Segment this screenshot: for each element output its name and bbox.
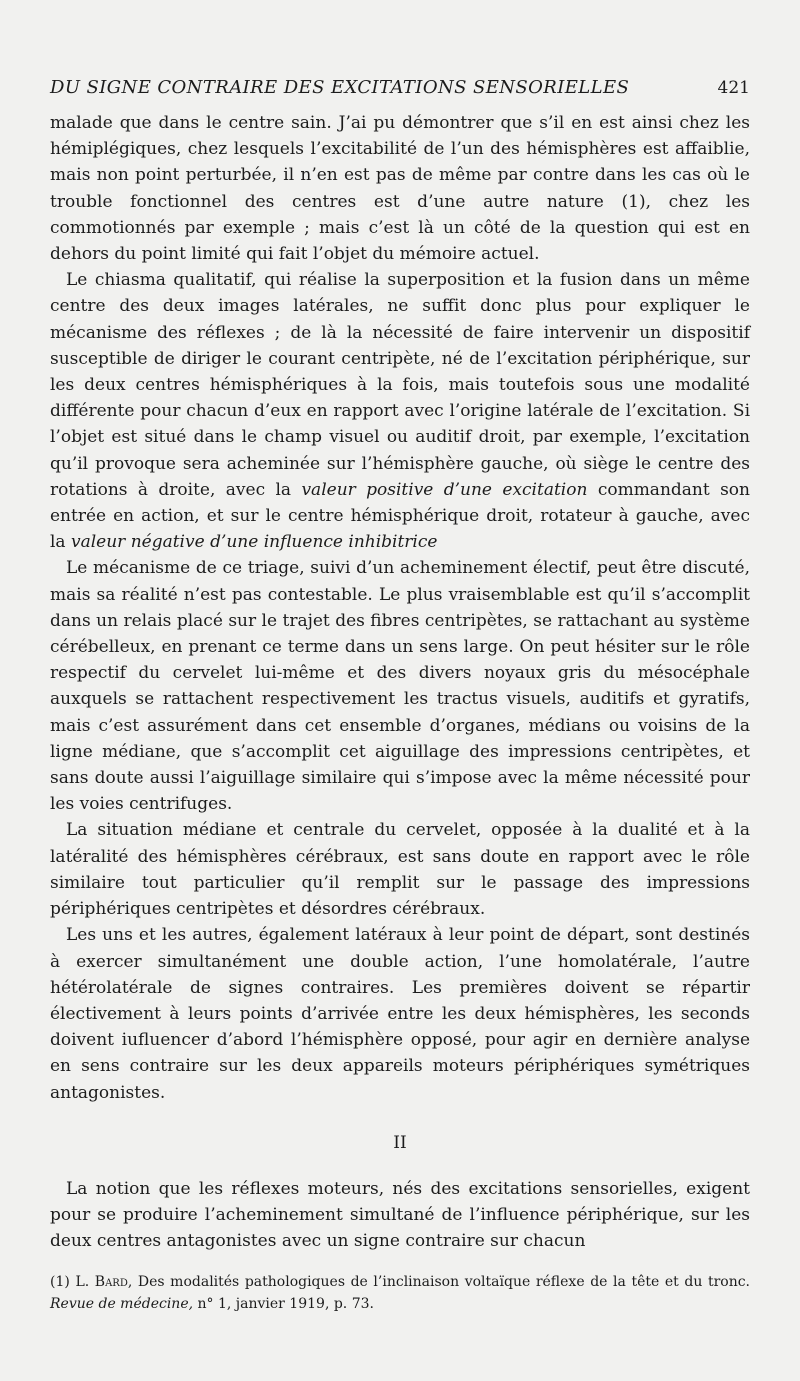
paragraph: malade que dans le centre sain. J’ai pu démontrer que s’il en est ainsi chez les hémiplégiques, chez lesquels l’excitabilité de l’un des hémisphères est affaiblie, mais non point perturbée, il n’en est pas de même par contre dans les cas où le trouble fonctionnel des centres est d’une autre nature (1), chez les commotionnés par exemple ; mais c’est là un côté de la question qui est en dehors du point limité qui fait l’objet du mémoire actuel. [50, 113, 750, 265]
paragraph: La notion que les réflexes moteurs, nés des excitations sensorielles, exigent pour se produire l’acheminement simultané de l’influence périphérique, sur les deux centres antagonistes avec un signe contraire sur chacun [50, 1178, 750, 1252]
page-number: 421 [717, 78, 750, 98]
paragraph: Les uns et les autres, également latéraux à leur point de départ, sont destinés à exercer simultanément une double action, l’une homolatérale, l’autre hétérolatérale de signes contraires. Les premières doivent se répartir électivement à leurs points d’arrivée entre les deux hémisphères, les seconds doivent iufluencer d’abord l’hémisphère opposé, pour agir en dernière analyse en sens contraire sur les deux appareils moteurs périphériques symétriques antagonistes. [50, 925, 750, 1103]
italic-phrase: valeur négative d’une influence inhibitrice [70, 532, 438, 553]
running-header [50, 74, 750, 102]
paragraph-text: commandant son entrée en action, et sur le centre hémisphérique droit, rotateur à gauche, avec la [50, 479, 750, 553]
footnote [50, 1271, 750, 1315]
running-title: DU SIGNE CONTRAIRE DES EXCITATIONS SENSORIELLES [50, 77, 630, 98]
body-text [50, 110, 750, 1255]
footnote-journal: Revue de médecine, [50, 1295, 194, 1312]
italic-phrase: valeur positive d’une excitation [301, 479, 588, 500]
footnote-details: n° 1, janvier 1919, p. 73. [197, 1295, 374, 1312]
footnote-author: L. Bard, [75, 1273, 133, 1290]
footnote-marker: (1) [50, 1273, 70, 1290]
paragraph: Le mécanisme de ce triage, suivi d’un acheminement électif, peut être discuté, mais sa réalité n’est pas contestable. Le plus vraisemblable est qu’il s’accomplit dans un relais placé sur le trajet des fibres centripètes, se rattachant au système cérébelleux, en prenant ce terme dans un sens large. On peut hésiter sur le rôle respectif du cervelet lui-même et des divers noyaux gris du mésocéphale auxquels se rattachent respectivement les tractus visuels, auditifs et gyratifs, mais c’est assurément dans cet ensemble d’organes, médians ou voisins de la ligne médiane, que s’accomplit cet aiguillage des impressions centripètes, et sans doute aussi l’aiguillage similaire qui s’impose avec la même nécessité pour les voies centrifuges. [50, 558, 750, 815]
footnote-text: Des modalités pathologiques de l’inclinaison voltaïque réflexe de la tête et du tronc. [137, 1273, 750, 1290]
paragraph-text: Le chiasma qualitatif, qui réalise la superposition et la fusion dans un même centre des deux images latérales, ne suffit donc plus pour expliquer le mécanisme des réflexes ; de là la nécessité de faire intervenir un dispositif susceptible de diriger le courant centripète, né de l’excitation périphérique, sur les deux centres hémisphériques à la fois, mais toutefois sous une modalité différente pour chacun d’eux en rapport avec l’origine latérale de l’excitation. Si l’objet est situé dans le champ visuel ou auditif droit, par exemple, l’excitation qu’il provoque sera acheminée sur l’hémisphère gauche, où siège le centre des rotations à droite, avec la [50, 270, 750, 500]
paragraph [50, 267, 750, 555]
paragraph: La situation médiane et centrale du cervelet, opposée à la dualité et à la latéralité des hémisphères cérébraux, est sans doute en rapport avec le rôle similaire tout particulier qu’il remplit sur le passage des impressions périphériques centripètes et désordres cérébraux. [50, 820, 750, 920]
section-heading: II [393, 1132, 407, 1153]
